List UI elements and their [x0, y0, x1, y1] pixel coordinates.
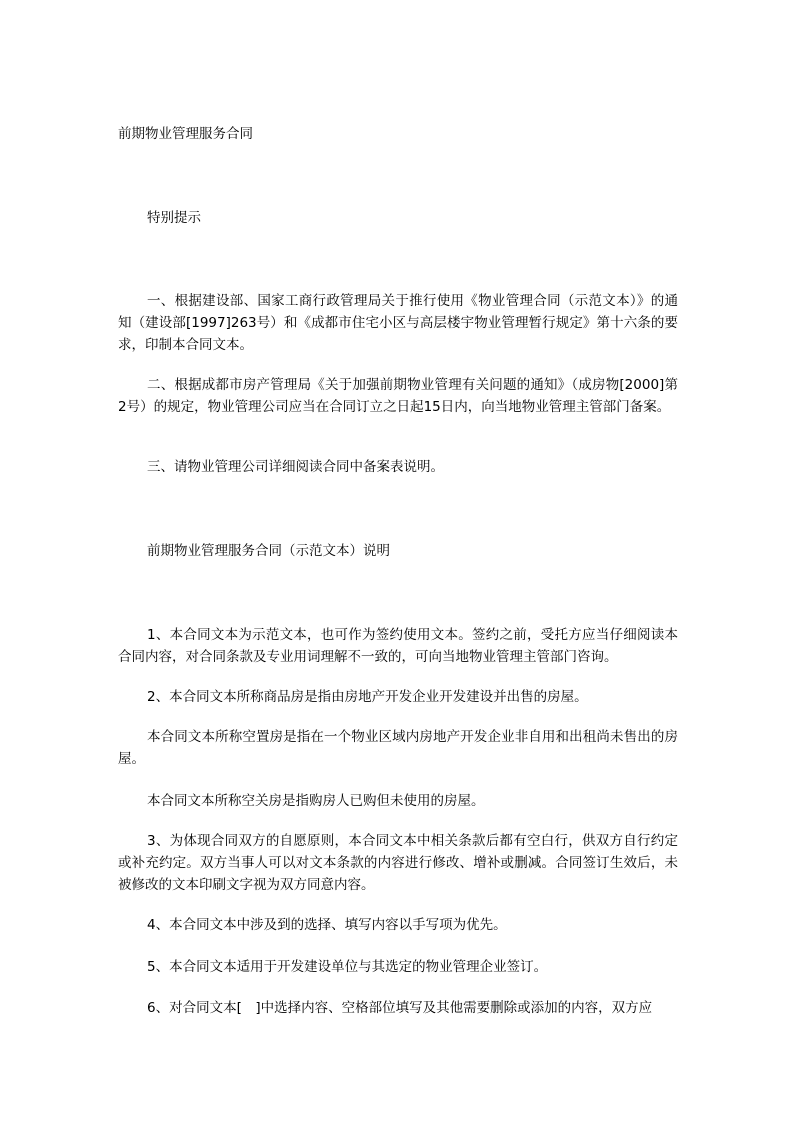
- explanation-paragraph-6: 4、本合同文本中涉及到的选择、填写内容以手写项为优先。: [147, 917, 507, 933]
- explanation-paragraph-7: 5、本合同文本适用于开发建设单位与其选定的物业管理企业签订。: [147, 959, 548, 975]
- explanation-paragraph-2: 2、本合同文本所称商品房是指由房地产开发企业开发建设并出售的房屋。: [147, 689, 588, 705]
- explanation-paragraph-4: 本合同文本所称空关房是指购房人已购但未使用的房屋。: [147, 793, 485, 809]
- document-title: 前期物业管理服务合同: [118, 126, 253, 142]
- explanation-heading: 前期物业管理服务合同（示范文本）说明: [147, 543, 390, 559]
- tip-paragraph-1: 一、根据建设部、国家工商行政管理局关于推行使用《物业管理合同（示范文本）》的通知（建设部[1997]263号）和《成都市住宅小区与高层楼宇物业管理暂行规定》第十六条的要求，印制本合同文本。: [118, 293, 678, 353]
- tip-paragraph-2: 二、根据成都市房产管理局《关于加强前期物业管理有关问题的通知》（成房物[2000]第2号）的规定，物业管理公司应当在合同订立之日起15日内，向当地物业管理主管部门备案。: [118, 377, 678, 415]
- special-tip-heading: 特别提示: [147, 210, 201, 226]
- explanation-paragraph-5: 3、为体现合同双方的自愿原则，本合同文本中相关条款后都有空白行，供双方自行约定或补充约定。双方当事人可以对文本条款的内容进行修改、增补或删减。合同签订生效后，未被修改的文本印刷文字视为双方同意内容。: [118, 833, 678, 893]
- tip-paragraph-3: 三、请物业管理公司详细阅读合同中备案表说明。: [147, 459, 444, 475]
- explanation-paragraph-3: 本合同文本所称空置房是指在一个物业区域内房地产开发企业非自用和出租尚未售出的房屋。: [118, 729, 678, 767]
- explanation-paragraph-8: 6、对合同文本[ ]中选择内容、空格部位填写及其他需要删除或添加的内容，双方应: [147, 1000, 653, 1016]
- explanation-paragraph-1: 1、本合同文本为示范文本，也可作为签约使用文本。签约之前，受托方应当仔细阅读本合同内容，对合同条款及专业用词理解不一致的，可向当地物业管理主管部门咨询。: [118, 627, 678, 665]
